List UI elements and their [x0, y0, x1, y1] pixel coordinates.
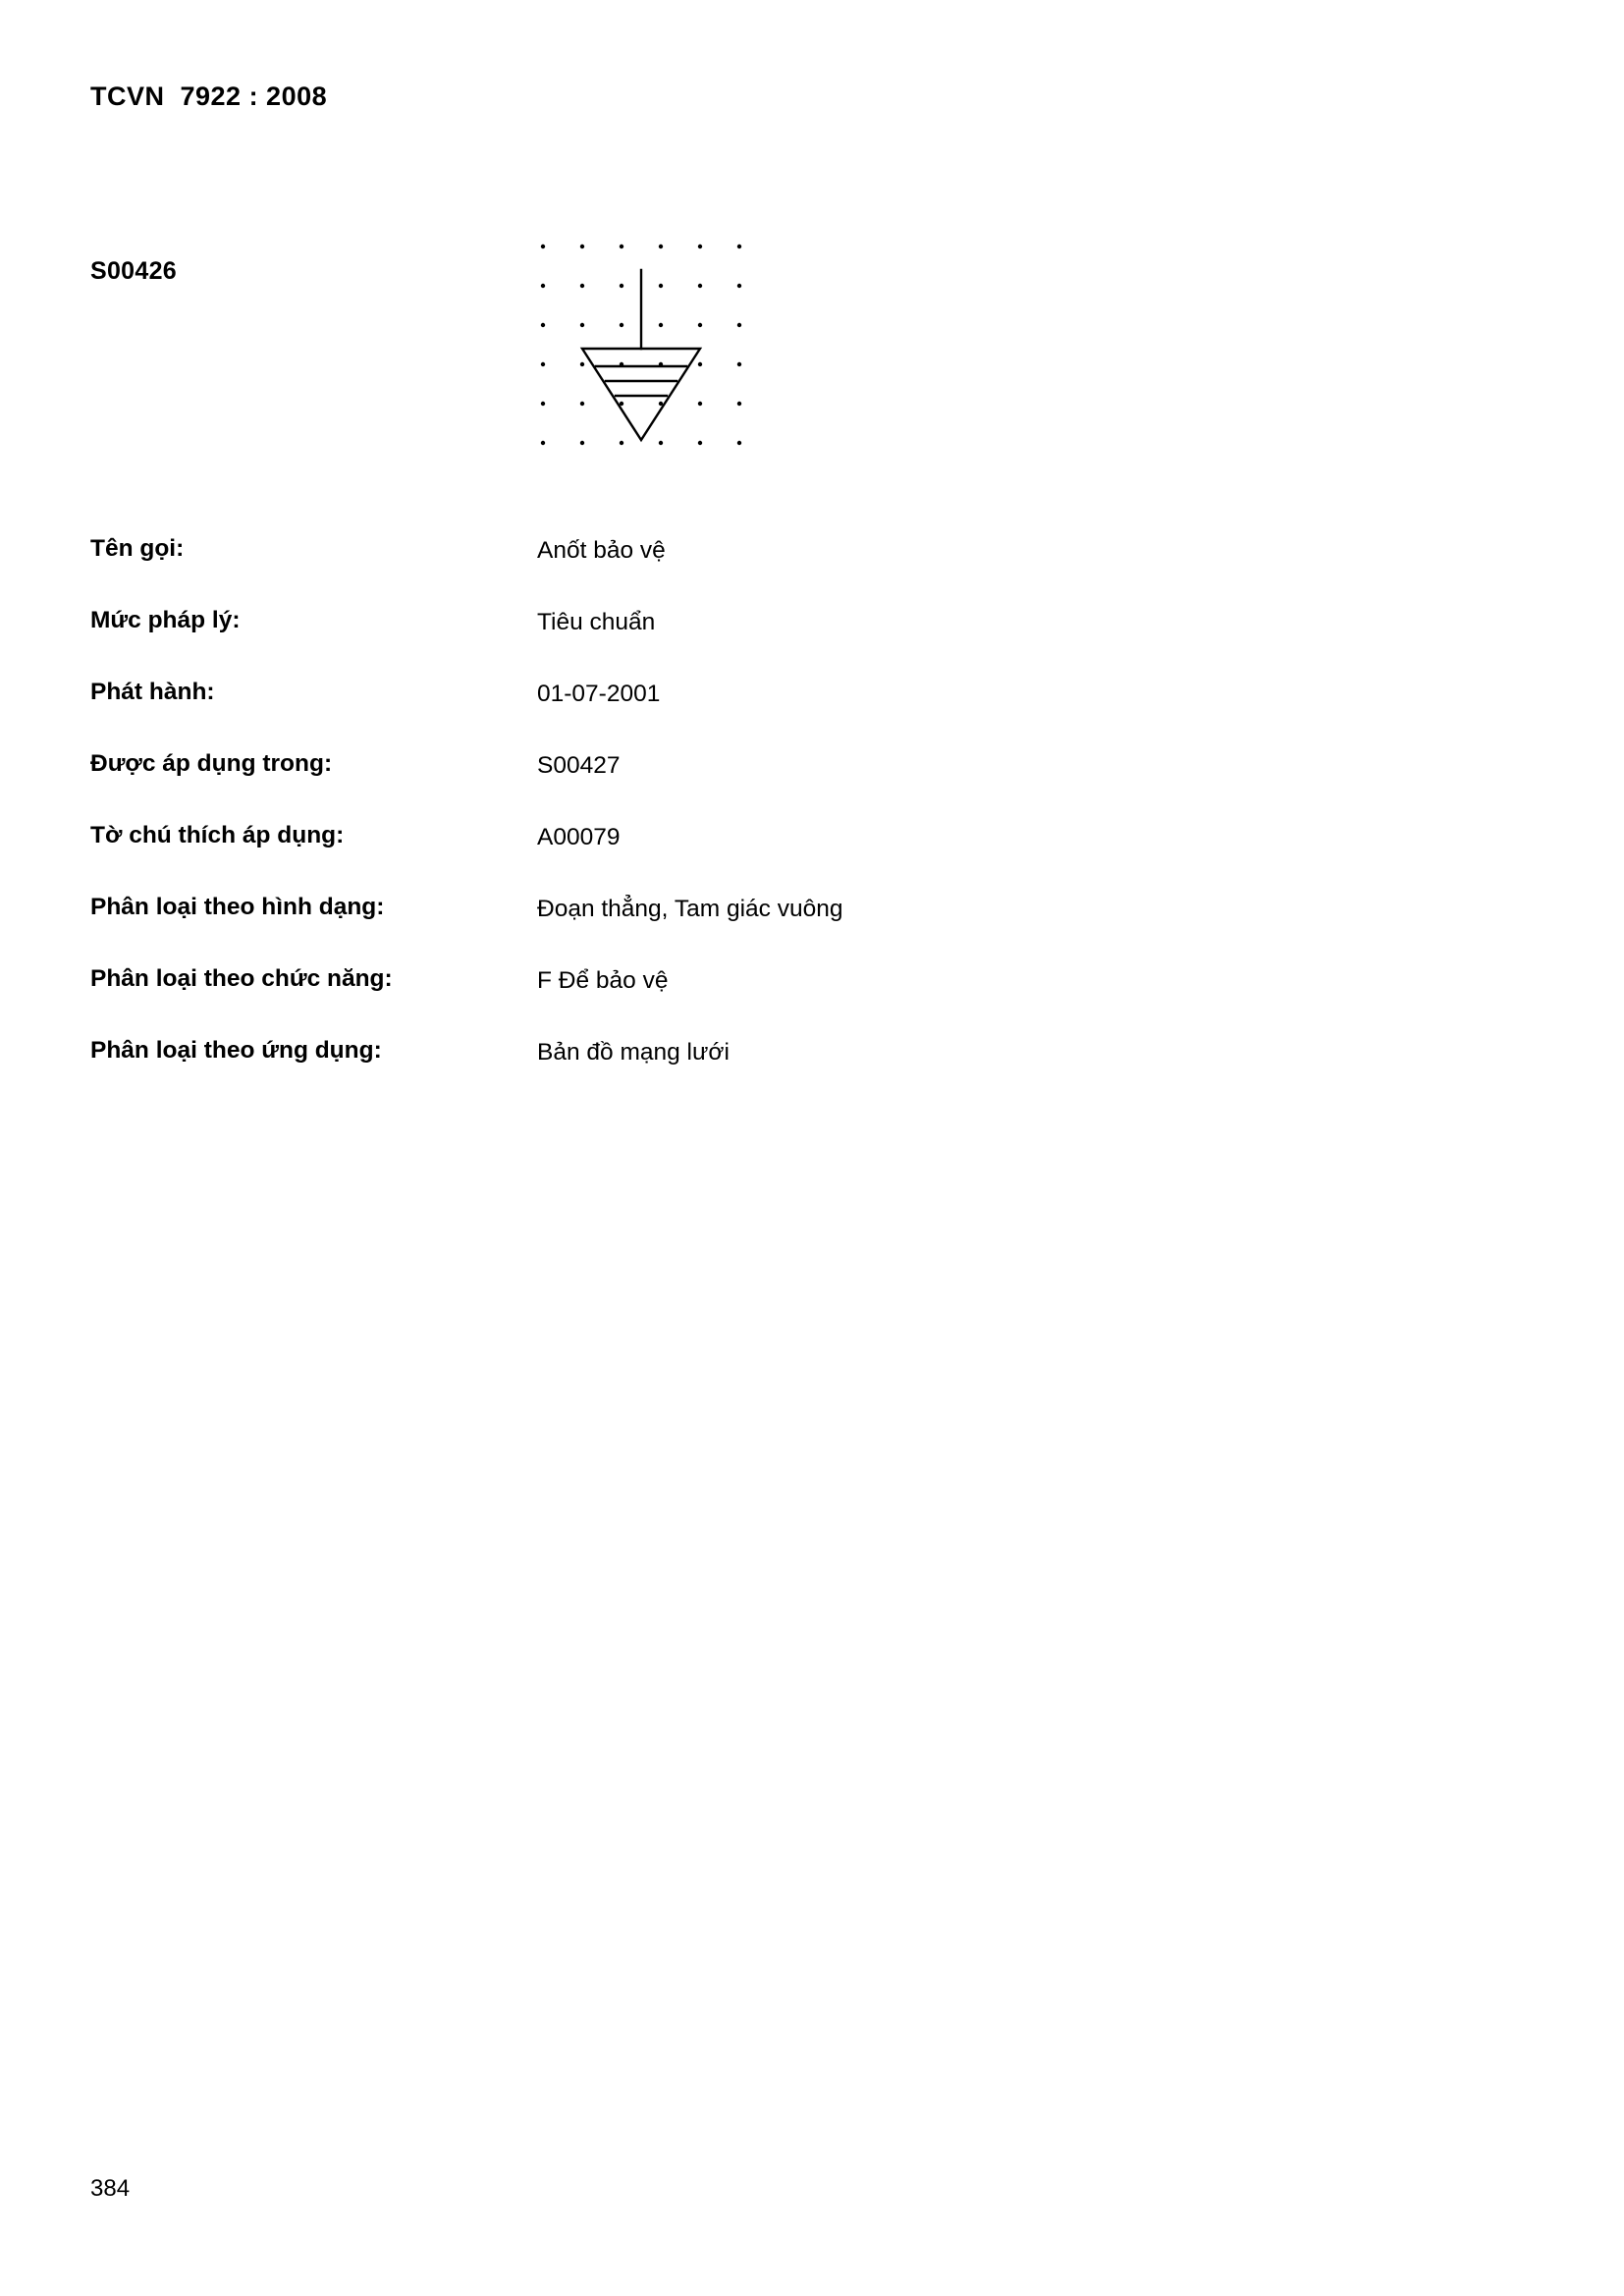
field-label-phan-loai-chuc-nang: Phân loại theo chức năng: [90, 965, 393, 992]
field-label-to-chu-thich-ap-dung: Tờ chú thích áp dụng: [90, 822, 345, 848]
field-value-duoc-ap-dung-trong: S00427 [537, 752, 621, 779]
field-label-phan-loai-ung-dung: Phân loại theo ứng dụng: [90, 1037, 382, 1064]
field-label-muc-phap-ly: Mức pháp lý: [90, 607, 241, 633]
field-row [90, 894, 1367, 965]
field-value-to-chu-thich-ap-dung: A00079 [537, 824, 621, 850]
field-value-phat-hanh: 01-07-2001 [537, 681, 661, 707]
field-label-phat-hanh: Phát hành: [90, 679, 215, 705]
page-number: 384 [90, 2175, 131, 2202]
field-value-muc-phap-ly: Tiêu chuẩn [537, 609, 656, 635]
field-value-phan-loai-chuc-nang: F Để bảo vệ [537, 967, 669, 994]
symbol-code: S00426 [90, 257, 177, 285]
field-label-phan-loai-hinh-dang: Phân loại theo hình dạng: [90, 894, 385, 920]
field-label-ten-goi: Tên gọi: [90, 535, 185, 562]
field-row [90, 607, 1367, 679]
field-row [90, 679, 1367, 750]
field-value-phan-loai-hinh-dang: Đoạn thẳng, Tam giác vuông [537, 896, 843, 922]
field-row [90, 1037, 1367, 1109]
field-row [90, 822, 1367, 894]
field-label-duoc-ap-dung-trong: Được áp dụng trong: [90, 750, 333, 777]
document-header-title: TCVN 7922 : 2008 [90, 82, 328, 111]
field-row [90, 535, 1367, 607]
field-value-phan-loai-ung-dung: Bản đồ mạng lưới [537, 1039, 730, 1066]
field-row [90, 965, 1367, 1037]
symbol-attribute-list [90, 535, 1367, 1109]
field-row [90, 750, 1367, 822]
field-value-ten-goi: Anốt bảo vệ [537, 537, 666, 564]
protective-anode-earth-symbol [535, 241, 800, 506]
